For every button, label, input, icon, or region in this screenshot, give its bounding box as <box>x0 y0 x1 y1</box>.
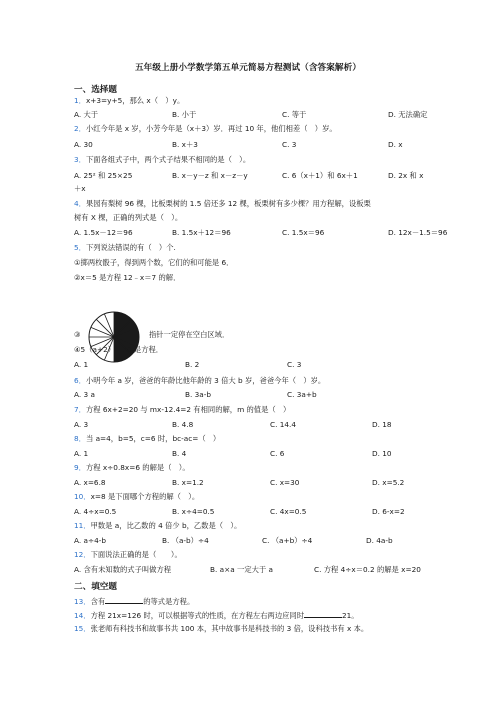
question-text: 甲数是 a，比乙数的 4 倍少 b，乙数是（ ）。 <box>90 521 242 530</box>
option-d: D. 10 <box>372 449 392 458</box>
question-5 <box>74 243 176 253</box>
question-10 <box>74 492 199 502</box>
question-text: x+3=y+5，那么 x（ ）y。 <box>85 96 185 105</box>
question-text: 21。 <box>342 611 359 620</box>
option-d: D. 2x 和 x <box>388 171 424 180</box>
question-number: 15． <box>74 624 91 633</box>
option-c: C. 4x=0.5 <box>270 507 307 516</box>
question-number: 11． <box>74 521 91 530</box>
question-text: 果园有梨树 96 棵，比板栗树的 1.5 倍还多 12 棵，板栗树有多少棵？用方程解，设板栗 <box>85 199 371 208</box>
option-d: D. x=5.2 <box>372 478 405 487</box>
option-d: D. x <box>388 140 403 149</box>
question-number: 2． <box>74 124 86 133</box>
question-9 <box>74 463 190 473</box>
question-number: 14． <box>74 611 91 620</box>
question-number: 12． <box>74 550 91 559</box>
question-14 <box>74 610 359 621</box>
option-a: A. 25² 和 25×25 <box>74 171 133 180</box>
option-a: A. 30 <box>74 140 93 149</box>
question-text: 下列说法错误的有（ ）个. <box>85 243 176 252</box>
question-number: 8． <box>74 434 86 443</box>
answer-blank[interactable] <box>304 610 342 618</box>
question-number: 4． <box>74 199 86 208</box>
question-text: 张老师有科技书和故事书共 100 本，其中故事书是科技书的 3 倍，设科技书有 x 本。 <box>90 624 369 633</box>
option-d-continued: ＋x <box>74 184 86 193</box>
question-text: 下面说法正确的是（ ）。 <box>90 550 182 559</box>
option-a: A. 大于 <box>74 110 99 119</box>
option-a: A. a÷4-b <box>74 536 106 545</box>
option-a: A. 1 <box>74 360 89 369</box>
question-2 <box>74 124 337 134</box>
question-number: 5． <box>74 243 86 252</box>
option-d: D. 无法确定 <box>388 110 428 119</box>
option-a: A. x=6.8 <box>74 478 106 487</box>
question-3 <box>74 155 250 165</box>
option-d: D. 4a-b <box>366 536 393 545</box>
statement-1: ①掷两枚骰子，得到两个数，它们的和可能是 6． <box>74 258 234 267</box>
option-b: B. 2 <box>185 360 200 369</box>
statement-4: ④5（a+2）＝10 是方程． <box>74 345 164 354</box>
option-d: D. 6-x=2 <box>372 507 405 516</box>
option-b: B. 小于 <box>172 110 197 119</box>
question-15 <box>74 624 368 634</box>
question-text: x=8 是下面哪个方程的解（ ）。 <box>90 492 200 501</box>
question-text: 方程 21x=126 时，可以根据等式的性质，在方程左右两边应同时 <box>90 611 305 620</box>
question-text: 下面各组式子中，两个式子结果不相同的是（ ）。 <box>85 155 251 164</box>
question-8 <box>74 434 220 444</box>
question-number: 10． <box>74 492 91 501</box>
question-text: 方程 x÷0.8x=6 的解是（ ）。 <box>85 463 190 472</box>
option-b: B. x=1.2 <box>172 478 204 487</box>
question-number: 7． <box>74 405 86 414</box>
option-b: B. （a-b）÷4 <box>162 536 209 545</box>
question-number: 3． <box>74 155 86 164</box>
question-text: 方程 6x+2=20 与 mx-12.4=2 有相同的解，m 的值是（ ） <box>85 405 291 414</box>
answer-blank[interactable] <box>105 596 143 604</box>
question-11 <box>74 521 241 531</box>
statement-2: ②x＝5 是方程 12﹣x＝7 的解． <box>74 273 181 282</box>
option-c: C. 14.4 <box>270 420 296 429</box>
question-number: 13． <box>74 597 91 606</box>
section-heading-choice: 一、选择题 <box>74 85 117 95</box>
question-number: 9． <box>74 463 86 472</box>
option-d: D. 12x－1.5＝96 <box>388 228 448 237</box>
question-text: 含有 <box>90 597 106 606</box>
option-a: A. 1.5x－12＝96 <box>74 228 133 237</box>
document-title: 五年级上册小学数学第五单元简易方程测试（含答案解析） <box>134 63 362 73</box>
option-b: B. 3a-b <box>185 390 212 399</box>
option-c: C. 3 <box>287 360 302 369</box>
option-c: C. x=30 <box>270 478 300 487</box>
option-c: C. 方程 4÷x＝0.2 的解是 x=20 <box>314 565 421 574</box>
option-c: C. 等于 <box>282 110 307 119</box>
question-text: 小明今年 a 岁，爸爸的年龄比他年龄的 3 倍大 b 岁，爸爸今年（ ）岁。 <box>85 376 326 385</box>
option-b: B. 4 <box>172 449 187 458</box>
question-text: 小红今年是 x 岁，小芳今年是（x＋3）岁．再过 10 年，他们相差（ ）岁。 <box>85 124 337 133</box>
option-c: C. 6 <box>270 449 285 458</box>
option-a: A. 3 <box>74 420 89 429</box>
question-1 <box>74 96 184 106</box>
option-c: C. 6（x＋1）和 6x＋1 <box>282 171 358 180</box>
question-6 <box>74 376 325 386</box>
option-a: A. 1 <box>74 449 89 458</box>
option-a: A. 3 a <box>74 390 95 399</box>
question-number: 6． <box>74 376 86 385</box>
option-a: A. 含有未知数的式子叫做方程 <box>74 565 172 574</box>
option-b: B. a×a 一定大于 a <box>210 565 273 574</box>
question-12 <box>74 550 182 560</box>
question-13 <box>74 596 194 607</box>
section-heading-fill-in: 二、填空题 <box>74 582 117 592</box>
option-a: A. 4÷x=0.5 <box>74 507 117 516</box>
option-b: B. x－y－z 和 x－z－y <box>172 171 248 180</box>
option-c: C. 3a+b <box>287 390 317 399</box>
question-text: 当 a=4，b=5，c=6 时，bc-ac=（ ） <box>85 434 221 443</box>
statement-3: 指针一定停在空白区域． <box>149 330 230 339</box>
option-b: B. x÷4=0.5 <box>172 507 215 516</box>
question-4 <box>74 199 371 209</box>
question-7 <box>74 405 290 415</box>
question-text: 的等式是方程。 <box>143 597 195 606</box>
statement-3-marker: ③ <box>74 330 81 339</box>
option-d: D. 18 <box>372 420 392 429</box>
spinner-wheel-image <box>88 311 140 363</box>
option-b: B. 4.8 <box>172 420 194 429</box>
option-c: C. 1.5x＝96 <box>282 228 325 237</box>
option-b: B. 1.5x＋12＝96 <box>172 228 231 237</box>
question-number: 1． <box>74 96 86 105</box>
option-c: C. 3 <box>282 140 297 149</box>
question-4-line-2: 树有 X 棵，正确的列式是（ ）。 <box>74 213 183 222</box>
option-c: C. （a+b）÷4 <box>262 536 313 545</box>
option-b: B. x＋3 <box>172 140 198 149</box>
